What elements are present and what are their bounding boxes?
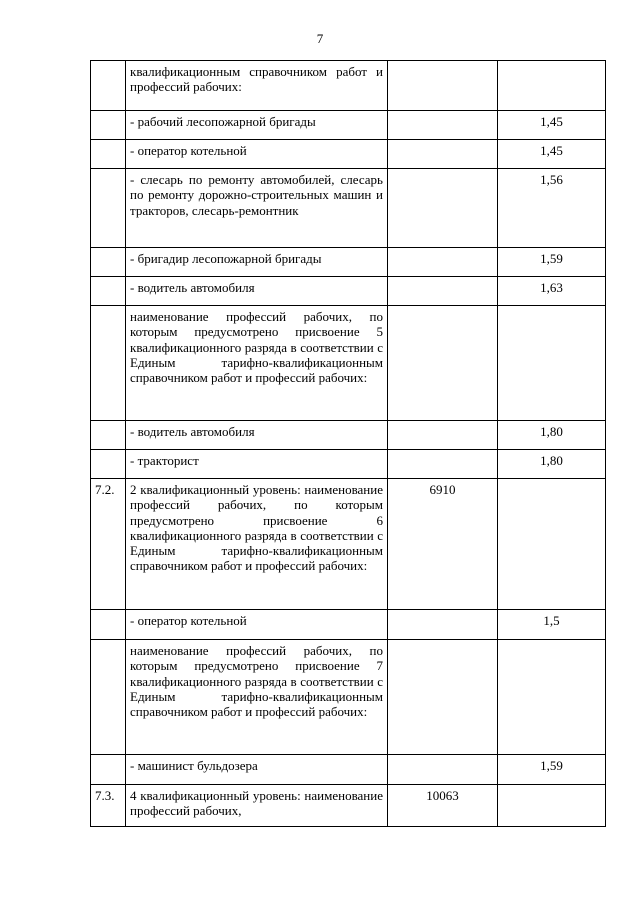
row-number (91, 610, 126, 640)
row-description: - машинист бульдозера (126, 755, 388, 785)
row-description: - оператор котельной (126, 140, 388, 169)
row-coefficient (498, 479, 606, 610)
row-description: 2 квалификационный уровень: наименование профессий рабочих, по которым предусмотрено присвоение 6 квалификационного разряда в соответствии с Единым тарифно-квалификационным справочником работ и профессий рабочих: (126, 479, 388, 610)
row-number (91, 61, 126, 111)
row-description: наименование профессий рабочих, по которым предусмотрено присвоение 7 квалификационного разряда в соответствии с Единым тарифно-квалификационным справочником работ и профессий рабочих: (126, 640, 388, 755)
row-salary (388, 140, 498, 169)
row-coefficient: 1,45 (498, 140, 606, 169)
row-coefficient: 1,5 (498, 610, 606, 640)
salary-table (90, 60, 606, 827)
row-coefficient: 1,63 (498, 277, 606, 306)
row-number (91, 169, 126, 248)
row-description: наименование профессий рабочих, по которым предусмотрено присвоение 5 квалификационного разряда в соответствии с Единым тарифно-квалификационным справочником работ и профессий рабочих: (126, 306, 388, 421)
table-row (91, 248, 606, 277)
table-row (91, 610, 606, 640)
row-salary (388, 248, 498, 277)
table-row (91, 755, 606, 785)
table-row (91, 479, 606, 610)
row-number (91, 140, 126, 169)
row-description: - водитель автомобиля (126, 277, 388, 306)
row-number (91, 450, 126, 479)
row-salary (388, 755, 498, 785)
row-coefficient (498, 640, 606, 755)
table-row (91, 169, 606, 248)
table-row (91, 785, 606, 827)
row-salary (388, 277, 498, 306)
row-number (91, 248, 126, 277)
table-row (91, 640, 606, 755)
row-coefficient: 1,56 (498, 169, 606, 248)
row-description: квалификационным справочником работ и профессий рабочих: (126, 61, 388, 111)
row-salary (388, 450, 498, 479)
row-salary (388, 610, 498, 640)
row-description: - оператор котельной (126, 610, 388, 640)
row-description: - бригадир лесопожарной бригады (126, 248, 388, 277)
row-number (91, 111, 126, 140)
page-number: 7 (316, 31, 324, 46)
row-number: 7.2. (91, 479, 126, 610)
row-description: - водитель автомобиля (126, 421, 388, 450)
table-row (91, 306, 606, 421)
row-number (91, 421, 126, 450)
row-number: 7.3. (91, 785, 126, 827)
row-description: - тракторист (126, 450, 388, 479)
row-number (91, 755, 126, 785)
row-description: - рабочий лесопожарной бригады (126, 111, 388, 140)
row-salary: 6910 (388, 479, 498, 610)
row-salary (388, 421, 498, 450)
row-salary: 10063 (388, 785, 498, 827)
row-number (91, 306, 126, 421)
row-salary (388, 306, 498, 421)
table-row (91, 61, 606, 111)
row-number (91, 277, 126, 306)
row-coefficient: 1,80 (498, 450, 606, 479)
table-row (91, 277, 606, 306)
table-row (91, 421, 606, 450)
row-salary (388, 640, 498, 755)
row-coefficient (498, 306, 606, 421)
row-coefficient: 1,59 (498, 248, 606, 277)
row-salary (388, 169, 498, 248)
row-coefficient: 1,45 (498, 111, 606, 140)
row-coefficient: 1,80 (498, 421, 606, 450)
row-number (91, 640, 126, 755)
row-description: 4 квалификационный уровень: наименование профессий рабочих, (126, 785, 388, 827)
row-salary (388, 111, 498, 140)
table-row (91, 450, 606, 479)
table-row (91, 111, 606, 140)
row-description: - слесарь по ремонту автомобилей, слесарь по ремонту дорожно-строительных машин и тракторов, слесарь-ремонтник (126, 169, 388, 248)
row-coefficient (498, 785, 606, 827)
row-salary (388, 61, 498, 111)
row-coefficient (498, 61, 606, 111)
row-coefficient: 1,59 (498, 755, 606, 785)
table-row (91, 140, 606, 169)
